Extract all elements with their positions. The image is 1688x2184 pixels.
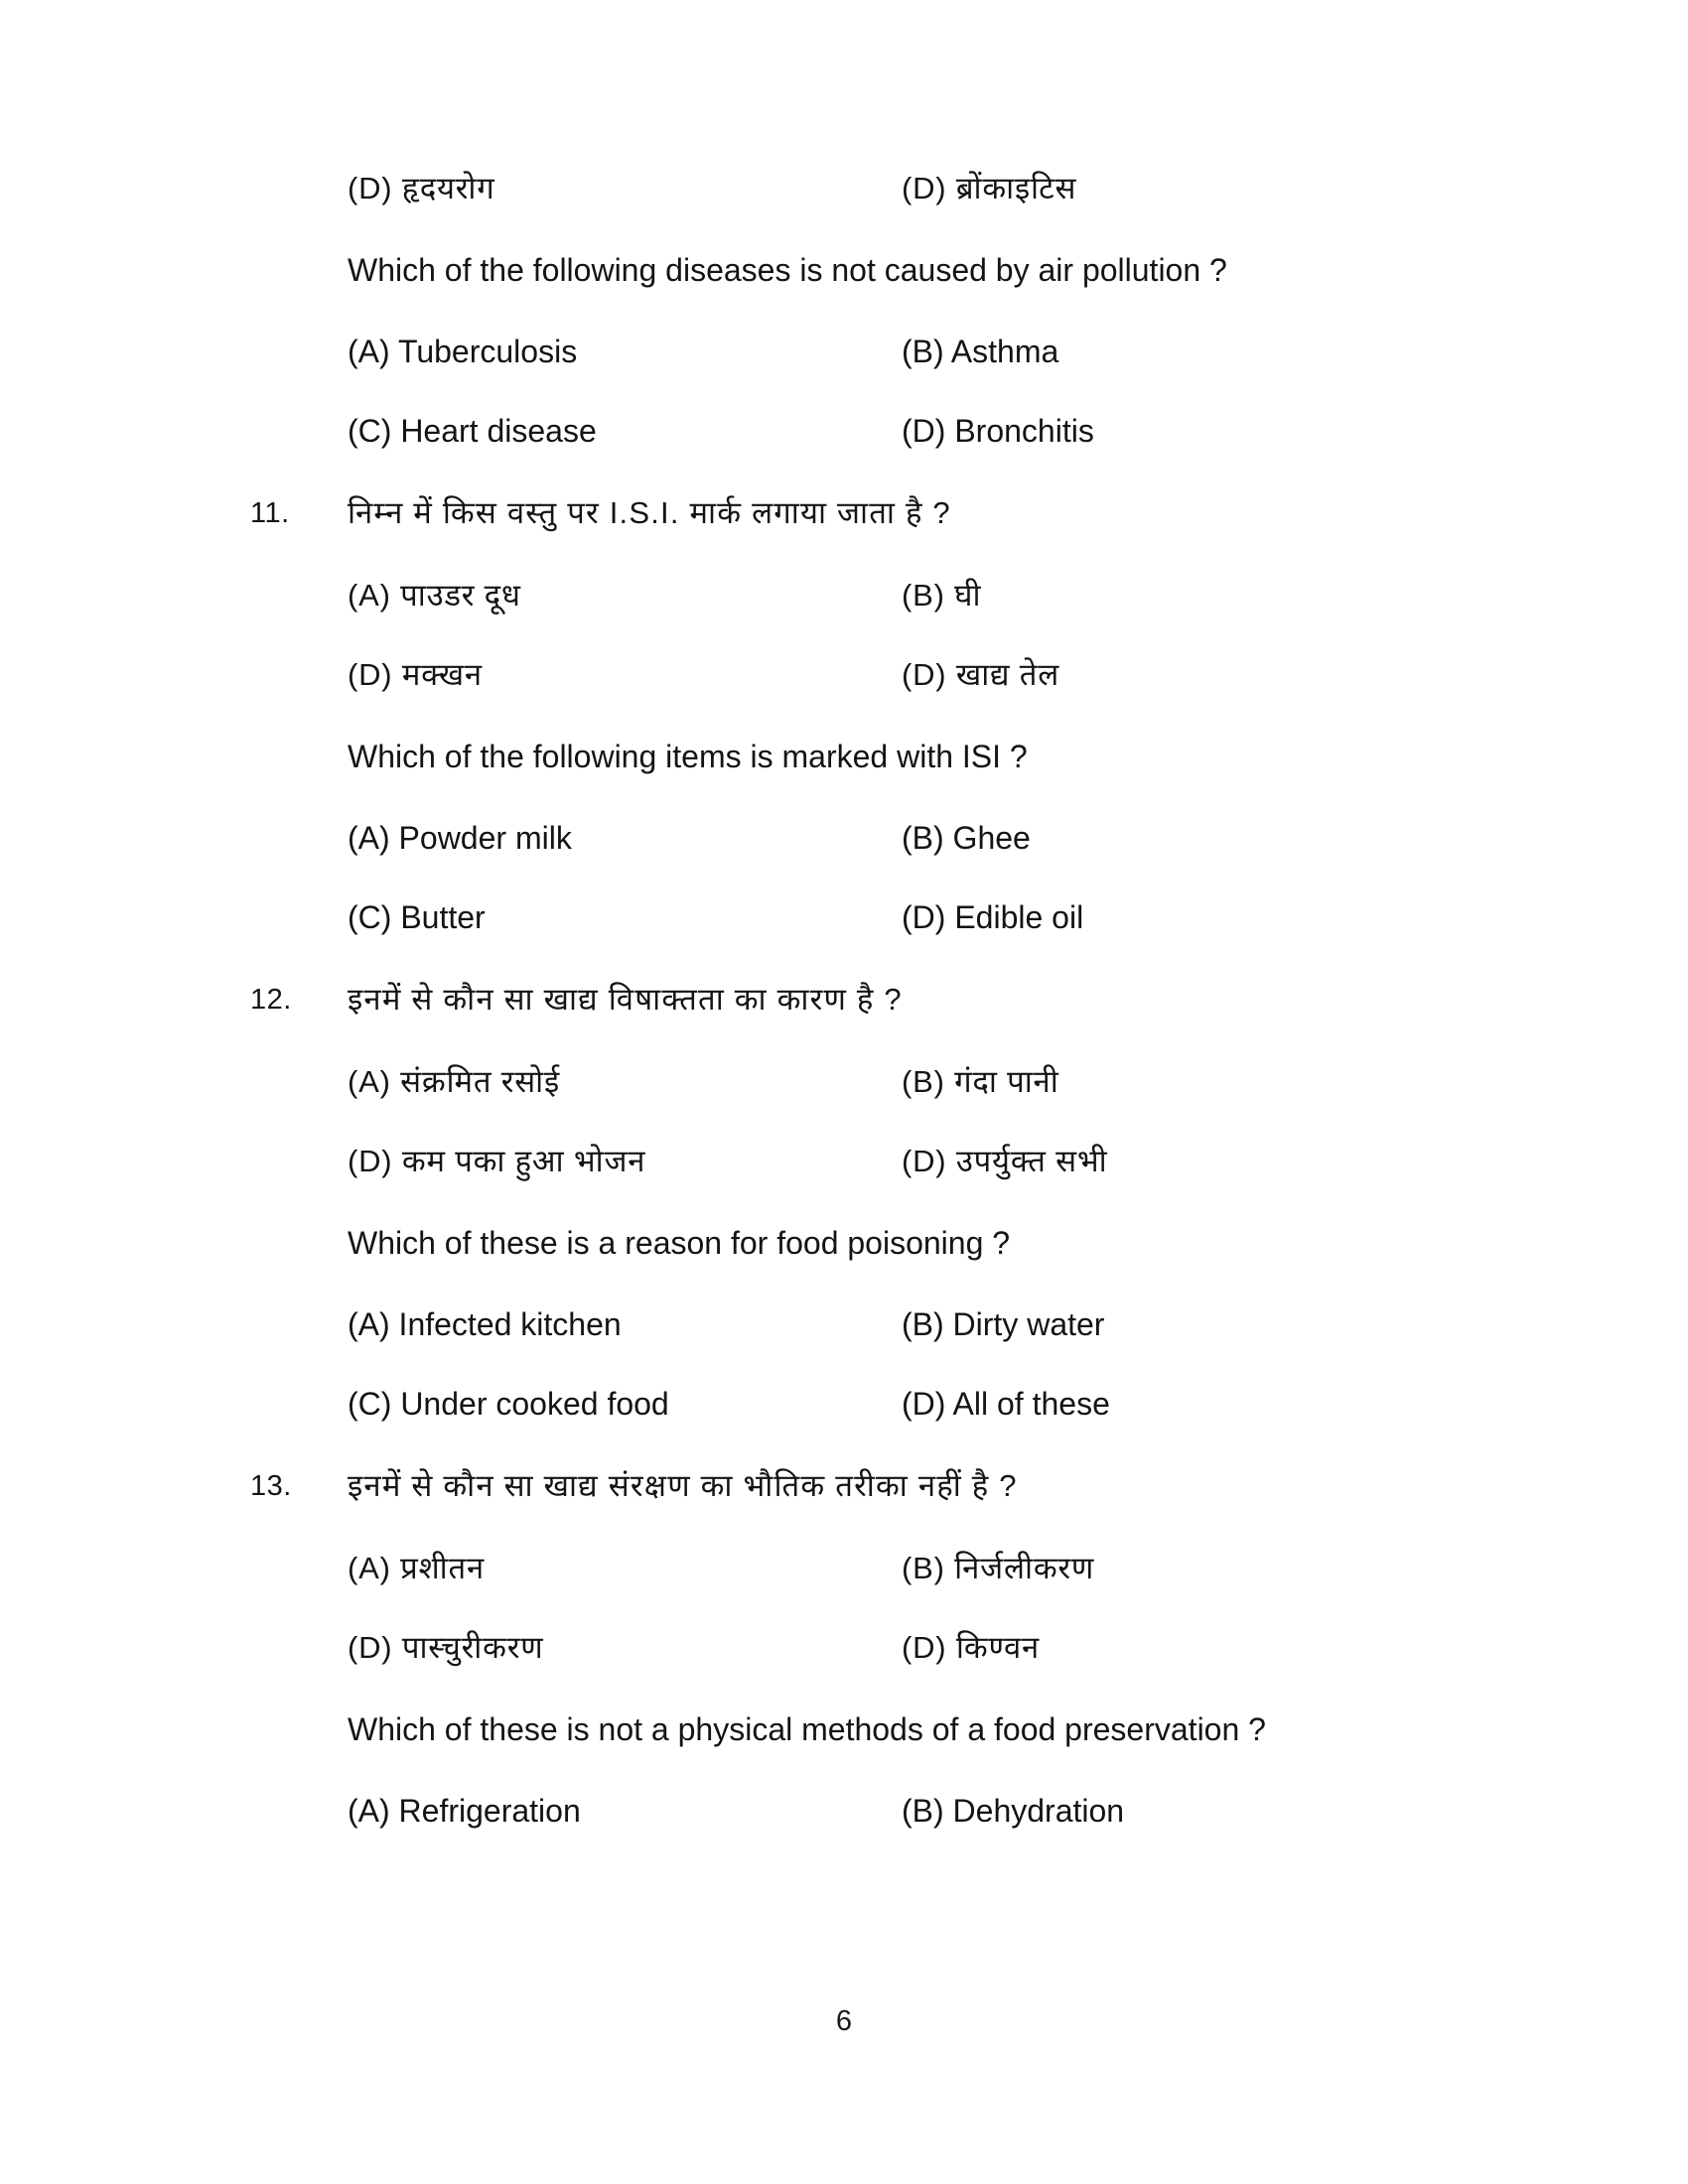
option-b-english: (B) Asthma: [902, 334, 1059, 369]
question-number-11: 11.: [250, 497, 290, 529]
option-a-english: (A) Infected kitchen: [348, 1306, 622, 1342]
option-d-hindi: (D) खाद्य तेल: [902, 657, 1060, 692]
option-a-english: (A) Refrigeration: [348, 1793, 581, 1829]
option-b-hindi: (B) निर्जलीकरण: [902, 1551, 1095, 1585]
option-row: [0, 1364, 1688, 1443]
option-d-english: (D) Bronchitis: [902, 413, 1094, 449]
question-stem-row: [0, 1688, 1688, 1771]
question-stem-english: Which of these is not a physical methods of a food preservation ?: [348, 1711, 1266, 1747]
question-stem-row: [0, 1201, 1688, 1285]
option-row: [0, 556, 1688, 635]
page-number: 6: [835, 2005, 853, 2037]
question-stem-english: Which of the following items is marked with ISI ?: [348, 739, 1028, 774]
option-c-hindi: (D) हृदयरोग: [348, 171, 495, 205]
option-b-english: (B) Dehydration: [902, 1793, 1125, 1829]
option-b-hindi: (B) गंदा पानी: [902, 1064, 1059, 1099]
option-row: [0, 312, 1688, 391]
option-b-english: (B) Dirty water: [902, 1306, 1105, 1342]
option-b-english: (B) Ghee: [902, 820, 1031, 856]
option-c-english: (C) Butter: [348, 899, 486, 935]
option-c-hindi: (D) पास्चुरीकरण: [348, 1630, 544, 1665]
question-stem-english: Which of these is a reason for food poisoning ?: [348, 1225, 1011, 1261]
option-row: [0, 1285, 1688, 1364]
question-number-12: 12.: [250, 984, 292, 1016]
option-d-hindi: (D) किण्वन: [902, 1630, 1041, 1665]
option-c-hindi: (D) कम पका हुआ भोजन: [348, 1144, 646, 1178]
option-row: [0, 1529, 1688, 1608]
question-number-13: 13.: [250, 1470, 292, 1502]
question-list: [0, 149, 1688, 1850]
option-d-english: (D) All of these: [902, 1386, 1110, 1422]
question-header-row: [0, 471, 1688, 556]
option-row: [0, 878, 1688, 957]
question-header-row: [0, 957, 1688, 1042]
option-row: [0, 1042, 1688, 1122]
carryover-option-block: [0, 149, 1688, 228]
option-row: [0, 635, 1688, 715]
option-row: [0, 1122, 1688, 1201]
option-a-hindi: (A) संक्रमित रसोई: [348, 1064, 561, 1099]
question-stem-hindi: इनमें से कौन सा खाद्य संरक्षण का भौतिक तरीका नहीं है ?: [348, 1468, 1018, 1503]
question-stem-row: [0, 228, 1688, 312]
question-block-10-english: [0, 228, 1688, 471]
option-row: [0, 149, 1688, 228]
option-d-english: (D) Edible oil: [902, 899, 1084, 935]
option-c-hindi: (D) मक्खन: [348, 657, 483, 692]
option-c-english: (C) Heart disease: [348, 413, 597, 449]
option-a-hindi: (A) प्रशीतन: [348, 1551, 485, 1585]
option-row: [0, 1771, 1688, 1850]
option-row: [0, 391, 1688, 471]
option-d-hindi: (D) ब्रोंकाइटिस: [902, 171, 1077, 205]
question-block-12: [0, 957, 1688, 1443]
question-block-13: [0, 1443, 1688, 1850]
question-stem-hindi: निम्न में किस वस्तु पर I.S.I. मार्क लगाया जाता है ?: [348, 495, 951, 530]
option-row: [0, 1608, 1688, 1688]
option-row: [0, 798, 1688, 878]
question-block-11: [0, 471, 1688, 957]
option-a-hindi: (A) पाउडर दूध: [348, 578, 521, 613]
question-stem-english: Which of the following diseases is not caused by air pollution ?: [348, 252, 1227, 288]
option-c-english: (C) Under cooked food: [348, 1386, 669, 1422]
option-a-english: (A) Powder milk: [348, 820, 572, 856]
question-stem-hindi: इनमें से कौन सा खाद्य विषाक्तता का कारण है ?: [348, 982, 903, 1017]
option-b-hindi: (B) घी: [902, 578, 982, 613]
option-d-hindi: (D) उपर्युक्त सभी: [902, 1144, 1108, 1178]
option-a-english: (A) Tuberculosis: [348, 334, 578, 369]
question-stem-row: [0, 715, 1688, 798]
question-header-row: [0, 1443, 1688, 1529]
